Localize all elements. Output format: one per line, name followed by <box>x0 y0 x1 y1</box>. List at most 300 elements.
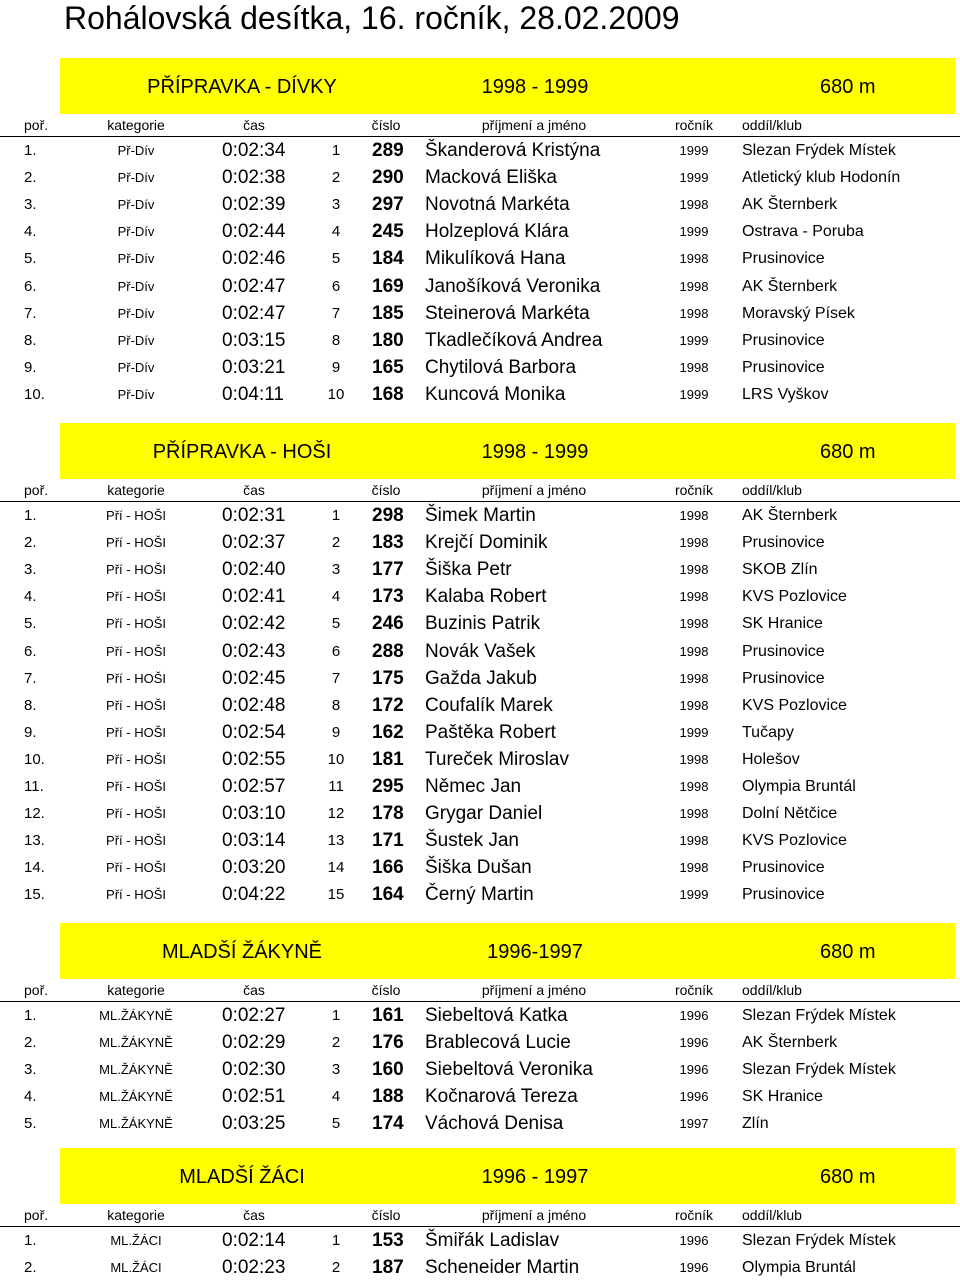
birth-year: 1998 <box>679 833 709 849</box>
time: 0:03:14 <box>222 830 286 852</box>
club: Ostrava - Poruba <box>742 223 864 241</box>
result-row <box>0 582 960 609</box>
time: 0:02:42 <box>222 613 286 635</box>
club: Prusinovice <box>742 669 825 687</box>
rank: 10. <box>24 750 45 768</box>
category: Pří - HOŠI <box>106 562 166 578</box>
category-rank: 1 <box>331 142 341 159</box>
header-club: oddíl/klub <box>742 982 802 998</box>
category: Př-Dív <box>117 332 155 348</box>
runner-name: Macková Eliška <box>425 167 557 189</box>
time: 0:03:20 <box>222 857 286 879</box>
bib-number: 181 <box>372 748 404 770</box>
club: Tučapy <box>742 723 794 741</box>
birth-year: 1998 <box>679 670 709 686</box>
header-bib: číslo <box>371 117 401 133</box>
birth-year: 1998 <box>679 535 709 551</box>
column-header-row <box>0 114 960 137</box>
category-banner <box>60 423 955 479</box>
runner-name: Váchová Denisa <box>425 1113 564 1135</box>
birth-year: 1999 <box>679 170 709 186</box>
category-rank: 14 <box>327 859 345 877</box>
header-time: čas <box>243 482 265 498</box>
club: Slezan Frýdek Místek <box>742 1061 896 1079</box>
category-rank: 6 <box>331 277 341 295</box>
runner-name: Šmiřák Ladislav <box>425 1230 560 1251</box>
category-rank: 5 <box>331 250 341 268</box>
rank: 2. <box>24 534 37 552</box>
club: Zlín <box>742 1115 769 1133</box>
header-category: kategorie <box>107 982 165 998</box>
rank: 9. <box>24 358 37 376</box>
rank: 10. <box>24 385 45 403</box>
time: 0:02:48 <box>222 694 286 716</box>
category: Př-Dív <box>117 251 155 267</box>
club: Atletický klub Hodonín <box>742 169 901 187</box>
bib-number: 177 <box>372 559 404 581</box>
category-rank: 5 <box>331 615 341 633</box>
category: Pří - HOŠI <box>106 643 166 659</box>
result-row <box>0 1028 960 1055</box>
category: ML.ŽÁCI <box>110 1260 162 1276</box>
club: KVS Pozlovice <box>742 588 847 606</box>
result-row <box>0 299 960 326</box>
birth-year: 1996 <box>679 1260 709 1276</box>
bib-number: 288 <box>372 640 404 662</box>
birth-year: 1999 <box>679 724 709 740</box>
birth-year: 1998 <box>679 278 709 294</box>
result-row <box>0 353 960 380</box>
time: 0:02:23 <box>222 1257 286 1279</box>
result-row <box>0 637 960 664</box>
header-rank: poř. <box>24 482 49 498</box>
rank: 9. <box>24 723 37 741</box>
category: ML.ŽÁKYNĚ <box>99 1062 173 1078</box>
category: Pří - HOŠI <box>106 508 166 523</box>
runner-name: Kočnarová Tereza <box>425 1086 578 1108</box>
result-row <box>0 664 960 691</box>
category-distance: 680 m <box>820 441 876 463</box>
birth-year: 1996 <box>679 1062 709 1078</box>
time: 0:02:57 <box>222 776 286 797</box>
birth-year: 1998 <box>679 359 709 375</box>
time: 0:02:41 <box>222 586 286 608</box>
category-rank: 1 <box>331 1232 341 1249</box>
club: KVS Pozlovice <box>742 696 847 714</box>
header-rank: poř. <box>24 982 49 998</box>
runner-name: Šustek Jan <box>425 830 519 852</box>
category: ML.ŽÁKYNĚ <box>99 1035 173 1051</box>
runner-name: Scheneider Martin <box>425 1257 580 1279</box>
runner-name: Coufalík Marek <box>425 694 553 716</box>
runner-name: Šiška Dušan <box>425 857 532 879</box>
category-rank: 2 <box>331 169 341 187</box>
category-banner <box>60 1148 955 1204</box>
rank: 4. <box>24 223 37 241</box>
club: Prusinovice <box>742 886 825 904</box>
runner-name: Siebeltová Veronika <box>425 1059 593 1081</box>
category-rank: 9 <box>331 723 341 741</box>
category-years: 1998 - 1999 <box>481 441 589 463</box>
category: Pří - HOŠI <box>106 860 166 876</box>
category-rank: 2 <box>331 1259 341 1277</box>
club: Prusinovice <box>742 859 825 877</box>
runner-name: Brablecová Lucie <box>425 1032 571 1054</box>
header-bib: číslo <box>371 982 401 998</box>
category-rank: 3 <box>331 196 341 214</box>
category-rank: 15 <box>327 886 345 904</box>
birth-year: 1998 <box>679 562 709 578</box>
header-name: příjmení a jméno <box>481 1207 587 1223</box>
result-row <box>0 190 960 217</box>
category-banner <box>60 58 955 114</box>
club: Slezan Frýdek Místek <box>742 1232 896 1249</box>
bib-number: 161 <box>372 1005 404 1026</box>
header-name: příjmení a jméno <box>481 117 587 133</box>
runner-name: Buzinis Patrik <box>425 613 541 635</box>
runner-name: Paštěka Robert <box>425 721 556 743</box>
birth-year: 1996 <box>679 1233 709 1248</box>
birth-year: 1996 <box>679 1008 709 1023</box>
club: LRS Vyškov <box>742 385 829 403</box>
rank: 15. <box>24 886 45 904</box>
bib-number: 162 <box>372 721 404 743</box>
birth-year: 1998 <box>679 697 709 713</box>
club: Holešov <box>742 750 800 768</box>
club: SKOB Zlín <box>742 561 818 579</box>
runner-name: Gažda Jakub <box>425 667 537 689</box>
category-name: MLADŠÍ ŽÁCI <box>179 1166 305 1188</box>
category-rank: 9 <box>331 358 341 376</box>
time: 0:02:27 <box>222 1005 286 1026</box>
bib-number: 289 <box>372 140 404 161</box>
header-club: oddíl/klub <box>742 117 802 133</box>
bib-number: 184 <box>372 248 404 270</box>
club: AK Šternberk <box>742 507 838 524</box>
runner-name: Tureček Miroslav <box>425 748 569 770</box>
runner-name: Šimek Martin <box>425 505 536 526</box>
category: Př-Dív <box>117 386 155 402</box>
header-time: čas <box>243 1207 265 1223</box>
club: Slezan Frýdek Místek <box>742 1007 896 1024</box>
column-header-row <box>0 479 960 502</box>
category: Pří - HOŠI <box>106 779 166 794</box>
rank: 4. <box>24 1088 37 1106</box>
rank: 1. <box>24 507 37 524</box>
rank: 5. <box>24 615 37 633</box>
category: Pří - HOŠI <box>106 697 166 713</box>
category-rank: 1 <box>331 507 341 524</box>
category: Pří - HOŠI <box>106 616 166 632</box>
time: 0:02:38 <box>222 167 286 189</box>
bib-number: 187 <box>372 1257 404 1279</box>
category-rank: 13 <box>327 832 345 850</box>
category-name: PŘÍPRAVKA - DÍVKY <box>147 76 337 98</box>
result-row <box>0 326 960 353</box>
birth-year: 1998 <box>679 616 709 632</box>
birth-year: 1998 <box>679 806 709 822</box>
rank: 8. <box>24 331 37 349</box>
category: ML.ŽÁKYNĚ <box>99 1008 173 1023</box>
category: ML.ŽÁKYNĚ <box>99 1116 173 1132</box>
result-row <box>0 217 960 244</box>
rank: 3. <box>24 196 37 214</box>
runner-name: Němec Jan <box>425 776 522 797</box>
time: 0:02:55 <box>222 748 286 770</box>
birth-year: 1998 <box>679 589 709 605</box>
result-row <box>0 799 960 826</box>
bib-number: 164 <box>372 884 404 906</box>
bib-number: 153 <box>372 1230 404 1251</box>
club: Slezan Frýdek Místek <box>742 142 896 159</box>
birth-year: 1998 <box>679 751 709 767</box>
result-row <box>0 528 960 555</box>
category: Pří - HOŠI <box>106 535 166 551</box>
category-banner <box>60 923 955 979</box>
rank: 12. <box>24 805 45 823</box>
bib-number: 174 <box>372 1113 404 1135</box>
bib-number: 185 <box>372 302 404 324</box>
column-header-row <box>0 1204 960 1227</box>
club: KVS Pozlovice <box>742 832 847 850</box>
rank: 4. <box>24 588 37 606</box>
result-row <box>0 609 960 636</box>
birth-year: 1997 <box>679 1116 709 1132</box>
time: 0:02:31 <box>222 505 286 526</box>
header-category: kategorie <box>107 1207 165 1223</box>
category-rank: 8 <box>331 331 341 349</box>
birth-year: 1998 <box>679 251 709 267</box>
category-distance: 680 m <box>820 76 876 98</box>
birth-year: 1999 <box>679 386 709 402</box>
result-row <box>0 380 960 407</box>
category-rank: 2 <box>331 1034 341 1052</box>
result-row <box>0 501 960 528</box>
result-row <box>0 745 960 772</box>
time: 0:02:44 <box>222 221 286 243</box>
bib-number: 160 <box>372 1059 404 1081</box>
runner-name: Novák Vašek <box>425 640 536 662</box>
runner-name: Novotná Markéta <box>425 194 570 216</box>
birth-year: 1999 <box>679 224 709 240</box>
rank: 13. <box>24 832 45 850</box>
runner-name: Steinerová Markéta <box>425 302 590 324</box>
result-row <box>0 718 960 745</box>
runner-name: Černý Martin <box>425 884 534 906</box>
category-name: PŘÍPRAVKA - HOŠI <box>152 441 332 463</box>
category-rank: 4 <box>331 1088 341 1106</box>
birth-year: 1999 <box>679 887 709 903</box>
header-club: oddíl/klub <box>742 1207 802 1223</box>
category: Pří - HOŠI <box>106 670 166 686</box>
category: Pří - HOŠI <box>106 833 166 849</box>
rank: 2. <box>24 1259 37 1277</box>
rank: 11. <box>24 778 44 795</box>
column-header-row <box>0 979 960 1002</box>
result-row <box>0 1001 960 1028</box>
birth-year: 1998 <box>679 305 709 321</box>
header-club: oddíl/klub <box>742 482 802 498</box>
runner-name: Krejčí Dominik <box>425 532 548 554</box>
club: AK Šternberk <box>742 1034 838 1052</box>
header-rank: poř. <box>24 1207 49 1223</box>
time: 0:02:14 <box>222 1230 286 1251</box>
time: 0:02:34 <box>222 140 286 161</box>
bib-number: 295 <box>372 776 404 797</box>
header-year: ročník <box>674 1207 714 1223</box>
time: 0:02:46 <box>222 248 286 270</box>
rank: 8. <box>24 696 37 714</box>
header-year: ročník <box>674 482 714 498</box>
runner-name: Grygar Daniel <box>425 803 543 825</box>
category-years: 1996 - 1997 <box>481 1166 589 1188</box>
category: Př-Dív <box>117 359 155 375</box>
rank: 3. <box>24 1061 37 1079</box>
rank: 7. <box>24 304 37 322</box>
bib-number: 175 <box>372 667 404 689</box>
club: Prusinovice <box>742 642 825 660</box>
result-row <box>0 1055 960 1082</box>
runner-name: Šiška Petr <box>425 559 512 581</box>
rank: 1. <box>24 142 37 159</box>
header-name: příjmení a jméno <box>481 982 587 998</box>
category: Př-Dív <box>117 170 155 186</box>
category-distance: 680 m <box>820 941 876 963</box>
rank: 7. <box>24 669 37 687</box>
category-rank: 1 <box>331 1007 341 1024</box>
time: 0:02:43 <box>222 640 286 662</box>
category: Př-Dív <box>117 224 155 240</box>
category-rank: 10 <box>327 385 345 403</box>
time: 0:04:11 <box>222 383 284 405</box>
bib-number: 245 <box>372 221 404 243</box>
bib-number: 178 <box>372 803 404 825</box>
runner-name: Siebeltová Katka <box>425 1005 568 1026</box>
header-bib: číslo <box>371 1207 401 1223</box>
bib-number: 168 <box>372 383 404 405</box>
time: 0:02:54 <box>222 721 286 743</box>
category: Př-Dív <box>117 143 155 158</box>
time: 0:03:15 <box>222 329 286 351</box>
category: Př-Dív <box>117 278 155 294</box>
club: Prusinovice <box>742 331 825 349</box>
bib-number: 166 <box>372 857 404 879</box>
rank: 6. <box>24 642 37 660</box>
page-title: Rohálovská desítka, 16. ročník, 28.02.2009 <box>64 0 680 36</box>
category: Pří - HOŠI <box>106 751 166 767</box>
rank: 1. <box>24 1007 37 1024</box>
bib-number: 165 <box>372 356 404 378</box>
bib-number: 173 <box>372 586 404 608</box>
result-row <box>0 272 960 299</box>
category-rank: 5 <box>331 1115 341 1133</box>
birth-year: 1998 <box>679 643 709 659</box>
result-row <box>0 691 960 718</box>
header-time: čas <box>243 982 265 998</box>
runner-name: Chytilová Barbora <box>425 356 577 378</box>
rank: 3. <box>24 561 37 579</box>
result-row <box>0 826 960 853</box>
club: Moravský Písek <box>742 304 855 322</box>
bib-number: 297 <box>372 194 404 216</box>
bib-number: 246 <box>372 613 404 635</box>
runner-name: Škanderová Kristýna <box>425 140 601 161</box>
header-year: ročník <box>674 982 714 998</box>
rank: 5. <box>24 250 37 268</box>
header-category: kategorie <box>107 482 165 498</box>
category: Pří - HOŠI <box>106 724 166 740</box>
birth-year: 1998 <box>679 508 709 523</box>
bib-number: 298 <box>372 505 404 526</box>
club: AK Šternberk <box>742 196 838 214</box>
result-row <box>0 880 960 907</box>
birth-year: 1998 <box>679 197 709 213</box>
club: Dolní Nětčice <box>742 805 838 823</box>
time: 0:02:29 <box>222 1032 286 1054</box>
header-category: kategorie <box>107 117 165 133</box>
category-rank: 7 <box>331 304 341 322</box>
category-rank: 3 <box>331 561 341 579</box>
category-years: 1998 - 1999 <box>481 76 589 98</box>
bib-number: 183 <box>372 532 404 554</box>
runner-name: Janošíková Veronika <box>425 275 601 297</box>
club: AK Šternberk <box>742 277 838 295</box>
time: 0:03:10 <box>222 803 286 825</box>
bib-number: 290 <box>372 167 404 189</box>
time: 0:02:51 <box>222 1086 286 1108</box>
rank: 2. <box>24 1034 37 1052</box>
bib-number: 171 <box>372 830 404 852</box>
header-bib: číslo <box>371 482 401 498</box>
category: Pří - HOŠI <box>106 887 166 903</box>
birth-year: 1999 <box>679 143 709 158</box>
category: ML.ŽÁCI <box>110 1233 162 1248</box>
bib-number: 169 <box>372 275 404 297</box>
club: SK Hranice <box>742 1088 823 1106</box>
header-name: příjmení a jméno <box>481 482 587 498</box>
bib-number: 176 <box>372 1032 404 1054</box>
category-rank: 6 <box>331 642 341 660</box>
category: Pří - HOŠI <box>106 589 166 605</box>
result-row <box>0 1226 960 1253</box>
time: 0:02:37 <box>222 532 286 554</box>
category-name: MLADŠÍ ŽÁKYNĚ <box>161 941 323 963</box>
result-row <box>0 163 960 190</box>
category-rank: 11 <box>328 778 344 795</box>
club: SK Hranice <box>742 615 823 633</box>
birth-year: 1999 <box>679 332 709 348</box>
category-rank: 10 <box>327 750 345 768</box>
category-rank: 8 <box>331 696 341 714</box>
category-years: 1996-1997 <box>487 941 583 963</box>
birth-year: 1996 <box>679 1089 709 1105</box>
result-row <box>0 772 960 799</box>
club: Olympia Bruntál <box>742 1259 856 1277</box>
result-row <box>0 555 960 582</box>
birth-year: 1998 <box>679 860 709 876</box>
runner-name: Holzeplová Klára <box>425 221 569 243</box>
category-rank: 2 <box>331 534 341 552</box>
rank: 1. <box>24 1232 37 1249</box>
club: Prusinovice <box>742 250 825 268</box>
category-distance: 680 m <box>820 1166 876 1188</box>
category: Př-Dív <box>117 197 155 213</box>
rank: 14. <box>24 859 45 877</box>
result-row <box>0 853 960 880</box>
birth-year: 1998 <box>679 779 709 794</box>
category-rank: 4 <box>331 588 341 606</box>
time: 0:02:40 <box>222 559 286 581</box>
